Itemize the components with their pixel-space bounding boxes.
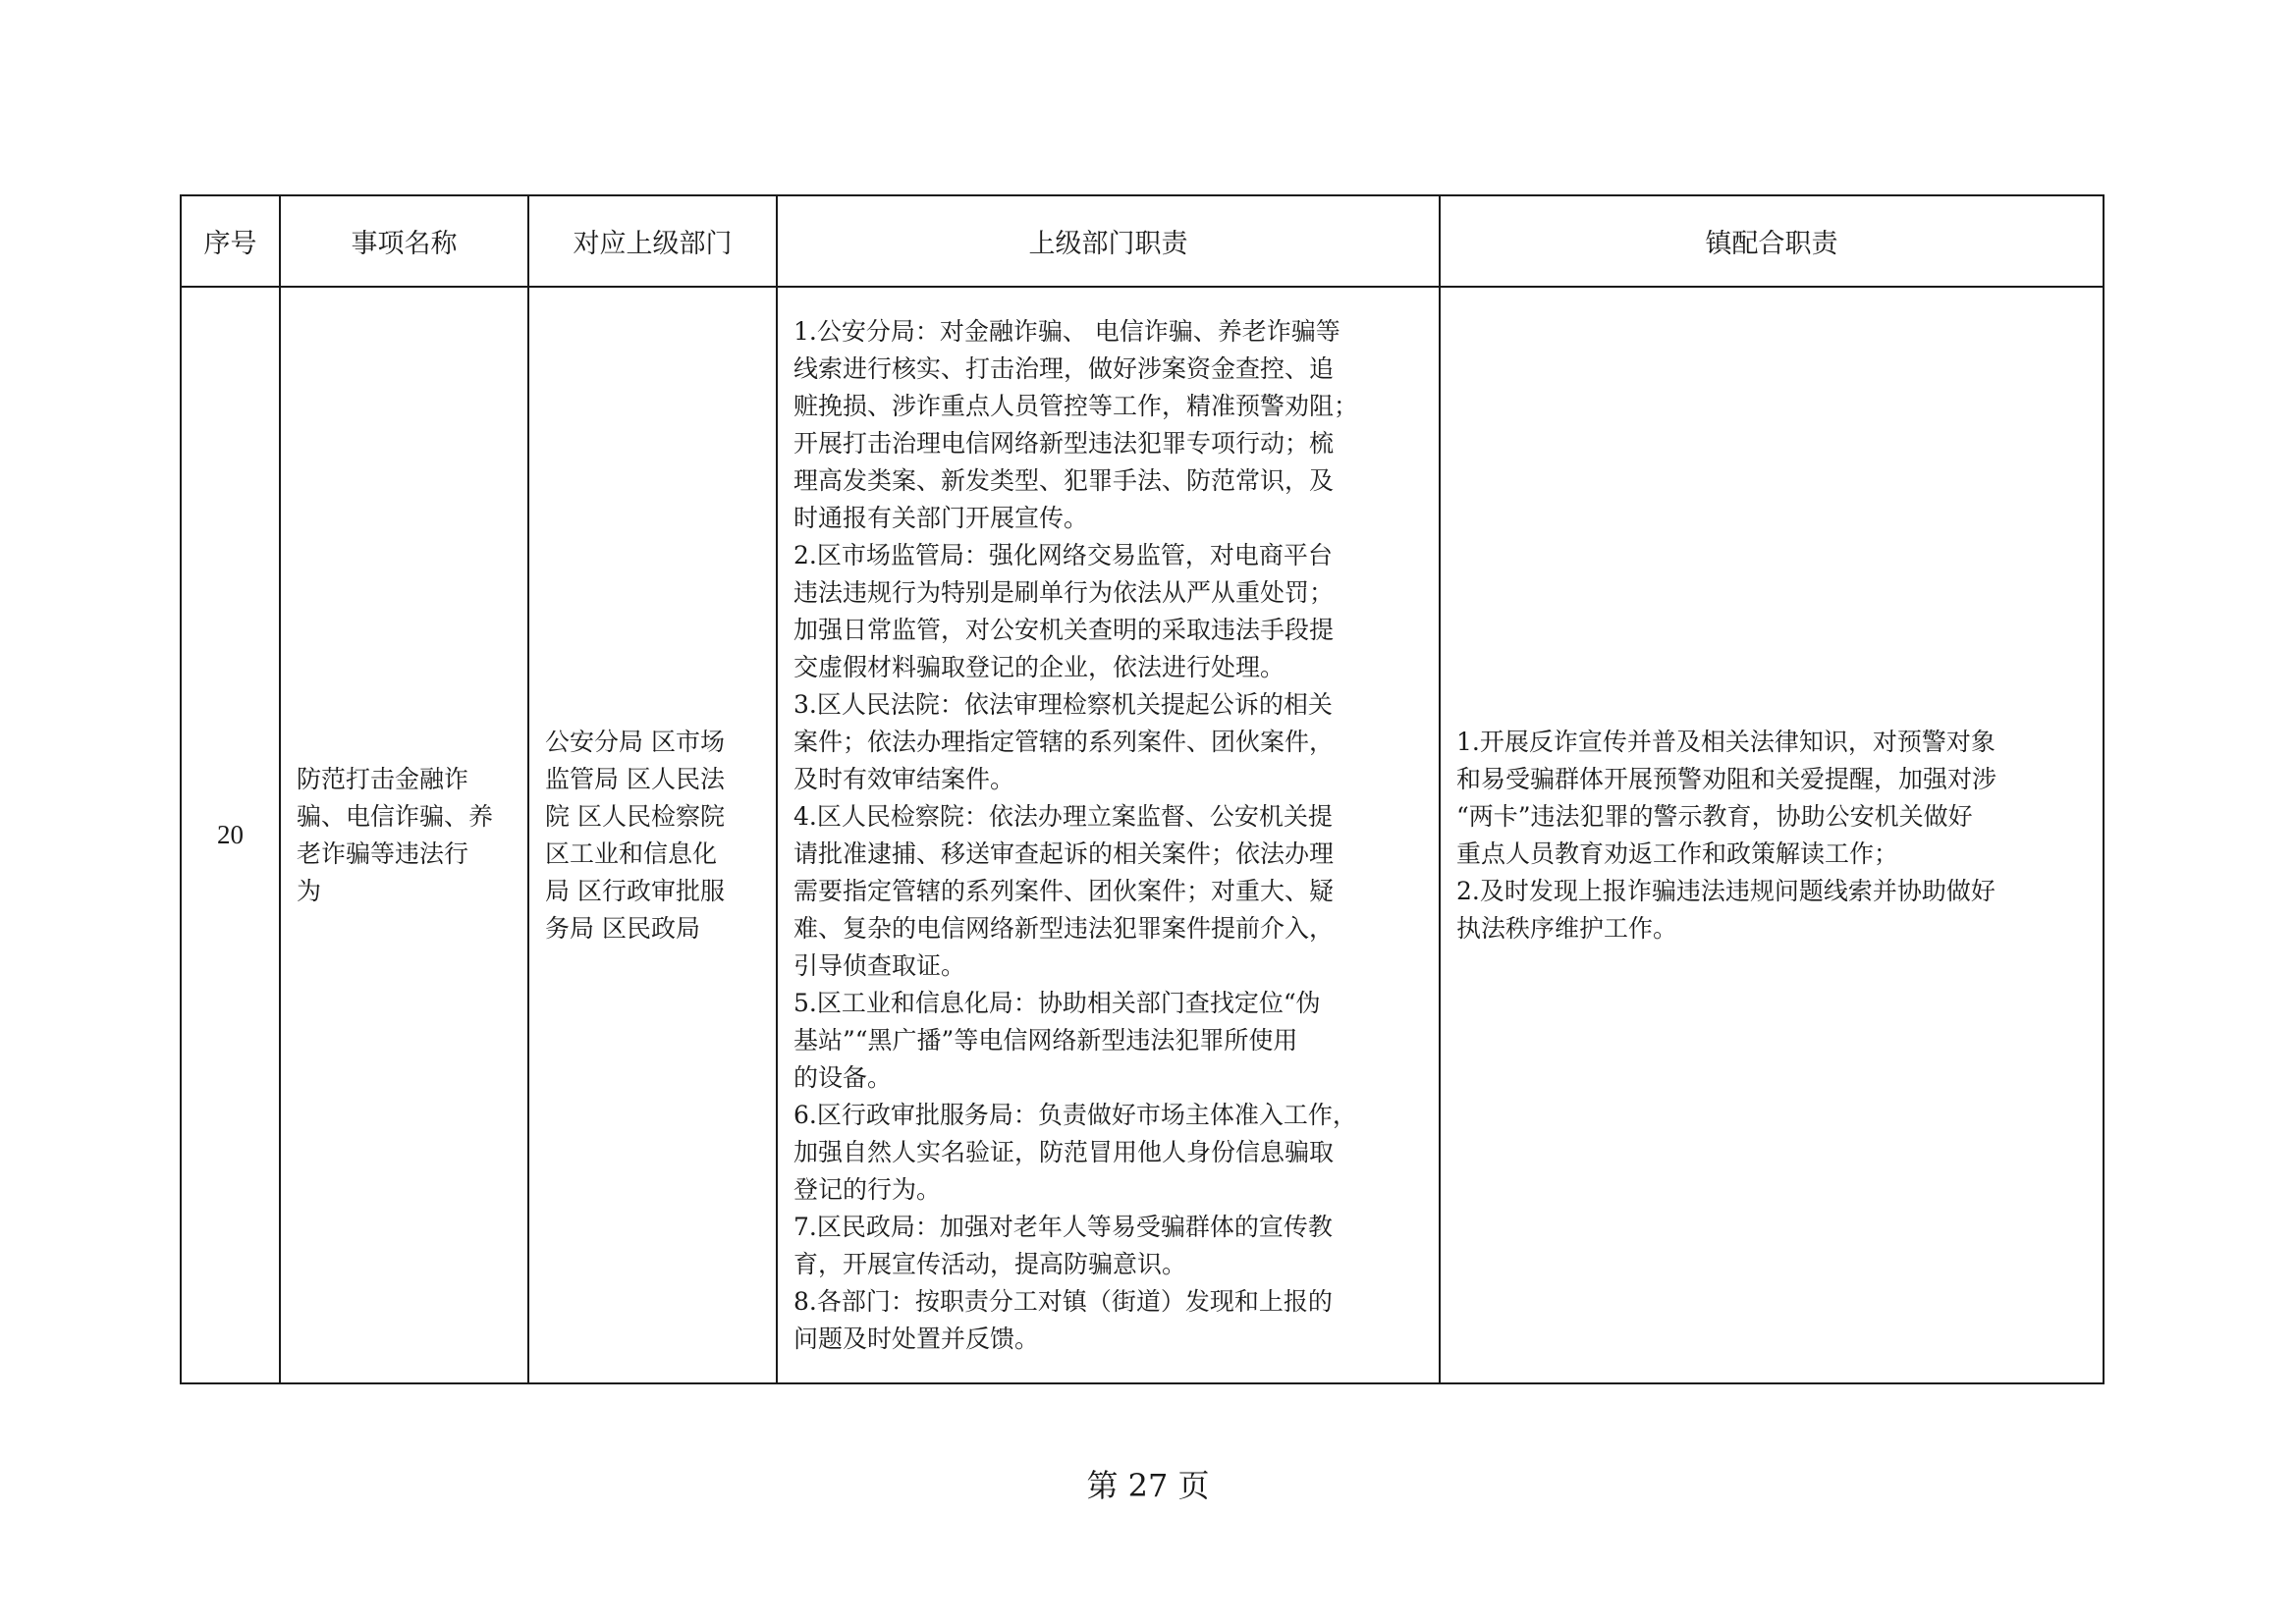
row-superior-dept: 公安分局 区市场 监管局 区人民法 院 区人民检察院 区工业和信息化 局 区行政审批服 务局 区民政局 (545, 727, 725, 943)
row-item-name: 防范打击金融诈 骗、电信诈骗、养 老诈骗等违法行 为 (297, 764, 494, 905)
row-superior-dept-cell (528, 287, 777, 1383)
header-superior-duty: 上级部门职责 (777, 195, 1440, 287)
header-superior-dept: 对应上级部门 (528, 195, 777, 287)
row-item-name-cell (280, 287, 528, 1383)
header-seq: 序号 (181, 195, 280, 287)
row-town-duty-cell (1440, 287, 2104, 1383)
row-town-duty: 1.开展反诈宣传并普及相关法律知识，对预警对象 和易受骗群体开展预警劝阻和关爱提醒，加强对涉 “两卡”违法犯罪的警示教育，协助公安机关做好 重点人员教育劝返工作和政策解读工作； 2.及时发现上报诈骗违法违规问题线索并协助做好 执法秩序维护工作。 (1456, 727, 1997, 943)
row-superior-duty-cell (777, 287, 1440, 1383)
row-seq: 20 (181, 287, 280, 1383)
table-row (181, 287, 2104, 1383)
table-header-row (181, 195, 2104, 287)
header-item-name: 事项名称 (280, 195, 528, 287)
responsibility-table (180, 194, 2105, 1384)
header-town-duty: 镇配合职责 (1440, 195, 2104, 287)
row-superior-duty: 1.公安分局：对金融诈骗、 电信诈骗、养老诈骗等 线索进行核实、打击治理，做好涉案资金查控、追 赃挽损、涉诈重点人员管控等工作，精准预警劝阻； 开展打击治理电信网络新型违法犯罪专项行动；梳 理高发类案、新发类型、犯罪手法、防范常识，及 时通报有关部门开展宣传。 2.区市场监管局：强化网络交易监管，对电商平台 违法违规行为特别是刷单行为依法从严从重处罚； 加强日常监管，对公安机关查明的采取违法手段提 交虚假材料骗取登记的企业，依法进行处理。 3.区人民法院：依法审理检察机关提起公诉的相关 案件；依法办理指定管辖的系列案件、团伙案件， 及时有效审结案件。 4.区人民检察院：依法办理立案监督、公安机关提 请批准逮捕、移送审查起诉的相关案件；依法办理 需要指定管辖的系列案件、团伙案件；对重大、疑 难、复杂的电信网络新型违法犯罪案件提前介入， 引导侦查取证。 5.区工业和信息化局：协助相关部门查找定位“伪 基站”“黑广播”等电信网络新型违法犯罪所使用 的设备。 6.区行政审批服务局：负责做好市场主体准入工作， 加强自然人实名验证，防范冒用他人身份信息骗取 登记的行为。 7.区民政局：加强对老年人等易受骗群体的宣传教 育，开展宣传活动，提高防骗意识。 8.各部门：按职责分工对镇（街道）发现和上报的 问题及时处置并反馈。 (793, 316, 1359, 1353)
page-number: 第 27 页 (1086, 1467, 1210, 1504)
